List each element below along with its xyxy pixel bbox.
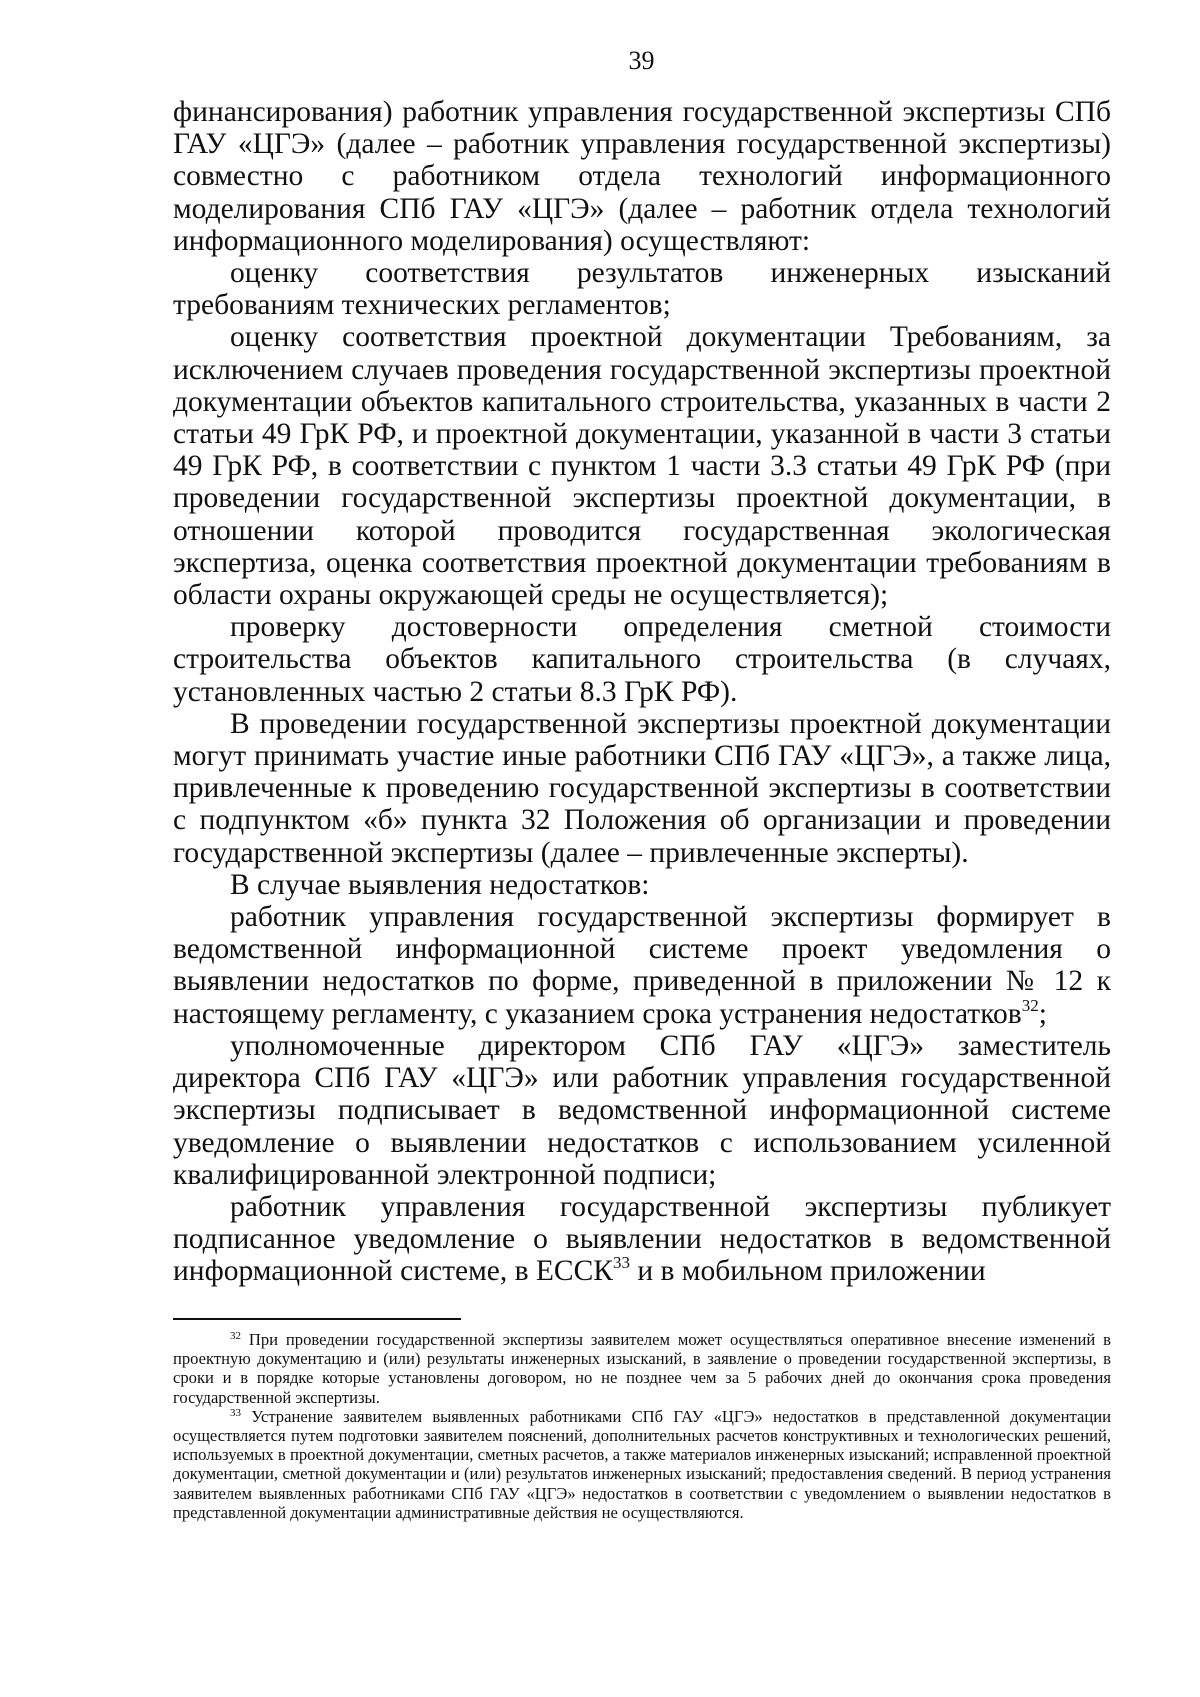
footnote-33: [173, 1407, 1111, 1522]
paragraph-notice-signing: уполномоченные директором СПб ГАУ «ЦГЭ» заместитель директора СПб ГАУ «ЦГЭ» или работник управления государственной экспертизы подписывает в ведомственной информационной системе уведомление о выявлении недостатков с использованием усиленной квалифицированной электронной подписи;: [173, 1029, 1111, 1191]
paragraph-survey-assessment: оценку соответствия результатов инженерных изысканий требованиям технических регламентов;: [173, 257, 1111, 322]
footnote-32-text: При проведении государственной экспертизы заявителем может осуществляться оперативное внесение изменений в проектную документацию и (или) результаты инженерных изысканий, в заявление о проведении государственной экспертизы, в сроки и в порядке которые установлены договором, но не позднее чем за 5 рабочих дней до окончания срока проведения государственной экспертизы.: [173, 1330, 1111, 1407]
page-number: 39: [628, 46, 655, 75]
paragraph-design-assessment: оценку соответствия проектной документации Требованиям, за исключением случаев проведения государственной экспертизы проектной документации объектов капитального строительства, указанных в части 2 статьи 49 ГрК РФ, и проектной документации, указанной в части 3 статьи 49 ГрК РФ, в соответствии с пунктом 1 части 3.3 статьи 49 ГрК РФ (при проведении государственной экспертизы проектной документации, в отношении которой проводится государственная экологическая экспертиза, оценка соответствия проектной документации требованиям в области охраны окружающей среды не осуществляется);: [173, 321, 1111, 612]
paragraph-notice-draft-text: работник управления государственной экспертизы формирует в ведомственной информационной системе проект уведомления о выявлении недостатков по форме, приведенной в приложении № 12 к настоящему регламенту, с указанием срока устранения недостатков: [173, 901, 1111, 1030]
body-text: [173, 96, 1111, 1288]
footnote-32: [173, 1330, 1111, 1407]
paragraph-notice-publishing-text: работник управления государственной экспертизы публикует подписанное уведомление о выявлении недостатков в ведомственной информационной системе, в ЕССК: [173, 1190, 1111, 1288]
footnotes: [173, 1330, 1111, 1522]
paragraph-intro: финансирования) работник управления государственной экспертизы СПб ГАУ «ЦГЭ» (далее – работник управления государственной экспертизы) совместно с работником отдела технологий информационного моделирования СПб ГАУ «ЦГЭ» (далее – работник отдела технологий информационного моделирования) осуществляют:: [173, 96, 1111, 257]
footnote-32-number: 32: [230, 1330, 241, 1342]
footnote-33-number: 33: [230, 1406, 241, 1419]
footnote-ref-32[interactable]: 32: [1021, 995, 1039, 1015]
paragraph-notice-draft: [173, 901, 1111, 1030]
paragraph-deficiencies-heading: В случае выявления недостатков:: [230, 868, 650, 901]
paragraph-cost-verification: проверку достоверности определения сметной стоимости строительства объектов капитального строительства (в случаях, установленных частью 2 статьи 8.3 ГрК РФ).: [173, 611, 1111, 708]
paragraph-notice-draft-end: ;: [1038, 997, 1047, 1030]
footnote-33-text: Устранение заявителем выявленных работниками СПб ГАУ «ЦГЭ» недостатков в представленной документации осуществляется путем подготовки заявителем пояснений, дополнительных расчетов конструктивных и технологических решений, используемых в проектной документации, сметных расчетов, а также материалов инженерных изысканий; исправленной проектной документации, сметной документации и (или) результатов инженерных изысканий; предоставления сведений. В период устранения заявителем выявленных работниками СПб ГАУ «ЦГЭ» недостатков в соответствии с уведомлением о выявлении недостатков в представленной документации административные действия не осуществляются.: [173, 1406, 1111, 1522]
paragraph-notice-publishing-end: и в мобильном приложении: [629, 1255, 986, 1288]
paragraph-notice-publishing: [173, 1191, 1111, 1288]
footnote-separator: [173, 1318, 461, 1320]
paragraph-participants: В проведении государственной экспертизы проектной документации могут принимать участие иные работники СПб ГАУ «ЦГЭ», а также лица, привлеченные к проведению государственной экспертизы в соответствии с подпунктом «б» пункта 32 Положения об организации и проведении государственной экспертизы (далее – привлеченные эксперты).: [173, 707, 1111, 869]
footnote-ref-33[interactable]: 33: [612, 1253, 630, 1273]
